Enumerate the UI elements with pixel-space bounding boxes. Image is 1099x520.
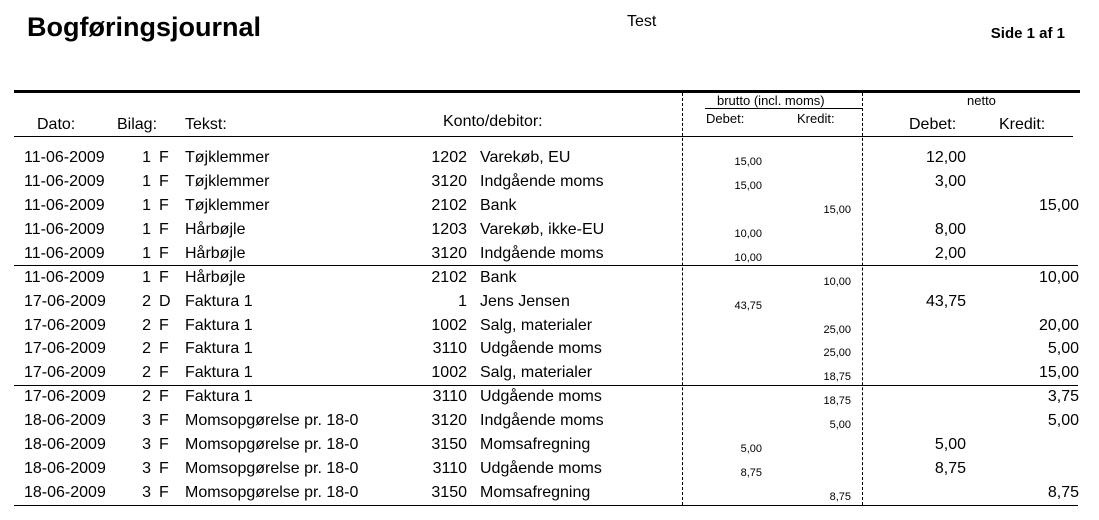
table-bottom-rule (14, 505, 1078, 506)
entry-type: F (159, 244, 169, 262)
entry-brutto-debet: 10,00 (734, 227, 762, 240)
entry-type: F (159, 172, 169, 190)
entry-bilag: 3 (142, 484, 151, 502)
entry-bilag: 3 (142, 436, 151, 454)
entry-text: Momsopgørelse pr. 18-0 (185, 436, 359, 454)
entry-type: F (159, 364, 169, 382)
entry-text: Tøjklemmer (185, 149, 270, 166)
entry-text: Hårbøjle (185, 244, 246, 262)
entry-netto-kredit: 15,00 (1038, 196, 1079, 214)
col-header-brutto-debet: Debet: (706, 111, 745, 126)
entry-type: D (159, 292, 171, 310)
entry-netto-debet: 3,00 (934, 172, 966, 190)
row-group-rule (14, 385, 1078, 386)
entry-account-name: Indgående moms (480, 244, 604, 262)
entry-netto-kredit: 20,00 (1038, 316, 1079, 334)
entry-type: F (159, 220, 169, 238)
entry-text: Faktura 1 (185, 292, 253, 310)
entry-account-name: Udgående moms (480, 388, 602, 406)
column-header-rule (14, 136, 1073, 137)
entry-bilag: 1 (142, 244, 151, 262)
entry-account-name: Bank (480, 268, 517, 286)
entry-type: F (159, 436, 169, 454)
entry-date: 11-06-2009 (24, 220, 105, 238)
entry-type: F (159, 484, 169, 502)
entry-text: Hårbøjle (185, 220, 246, 238)
col-header-bilag: Bilag: (117, 116, 158, 133)
entry-account-number: 1 (458, 292, 467, 310)
entry-text: Hårbøjle (185, 268, 246, 286)
entry-type: F (159, 149, 169, 166)
entry-date: 18-06-2009 (24, 460, 106, 478)
col-header-date: Dato: (37, 116, 76, 133)
company-name: Test (627, 13, 657, 30)
entry-bilag: 2 (142, 340, 151, 358)
entry-account-name: Varekøb, EU (480, 149, 571, 166)
entry-type: F (159, 412, 169, 430)
entry-date: 11-06-2009 (24, 244, 105, 262)
table-row (0, 148, 1099, 172)
entry-date: 11-06-2009 (24, 172, 105, 190)
entry-account-name: Udgående moms (480, 340, 602, 358)
entry-bilag: 2 (142, 388, 151, 406)
table-row (0, 172, 1099, 196)
entry-text: Momsopgørelse pr. 18-0 (185, 460, 359, 478)
entry-bilag: 2 (142, 292, 151, 310)
netto-group-label: netto (967, 93, 996, 108)
entry-date: 18-06-2009 (24, 436, 106, 454)
entry-account-name: Salg, materialer (480, 316, 593, 334)
report-title: Bogføringsjournal (27, 12, 261, 42)
entry-account-number: 1203 (431, 220, 467, 238)
entry-account-name: Momsafregning (480, 484, 591, 502)
entry-account-name: Varekøb, ikke-EU (480, 220, 605, 238)
entry-bilag: 1 (142, 172, 151, 190)
entry-brutto-kredit: 18,75 (823, 395, 851, 408)
entry-netto-debet: 2,00 (934, 244, 966, 262)
table-row (0, 483, 1099, 507)
entry-netto-debet: 8,00 (934, 220, 966, 238)
entry-netto-debet: 43,75 (925, 292, 966, 310)
entry-account-number: 3120 (431, 412, 467, 430)
entry-brutto-debet: 10,00 (734, 251, 762, 264)
entry-account-number: 1002 (431, 364, 467, 382)
col-header-netto-debet: Debet: (909, 116, 957, 133)
table-row (0, 387, 1099, 411)
entry-date: 18-06-2009 (24, 484, 106, 502)
page-number: Side 1 af 1 (990, 25, 1065, 42)
entry-date: 11-06-2009 (24, 268, 105, 286)
entry-text: Momsopgørelse pr. 18-0 (185, 484, 359, 502)
entry-type: F (159, 388, 169, 406)
entry-netto-kredit: 8,75 (1047, 484, 1079, 502)
entry-date: 11-06-2009 (24, 196, 105, 214)
entry-brutto-kredit: 18,75 (823, 371, 851, 384)
entry-brutto-debet: 15,00 (734, 179, 762, 192)
entry-account-name: Indgående moms (480, 172, 604, 190)
entry-account-number: 2102 (431, 196, 467, 214)
entry-brutto-debet: 5,00 (740, 443, 762, 456)
entry-date: 17-06-2009 (24, 292, 106, 310)
table-row (0, 316, 1099, 340)
entry-netto-debet: 12,00 (925, 149, 966, 166)
col-header-brutto-kredit: Kredit: (797, 111, 835, 126)
entry-text: Faktura 1 (185, 340, 253, 358)
entry-bilag: 1 (142, 196, 151, 214)
table-row (0, 435, 1099, 459)
col-header-konto: Konto/debitor: (443, 113, 543, 130)
entry-netto-kredit: 15,00 (1038, 364, 1079, 382)
entry-bilag: 1 (142, 220, 151, 238)
col-header-netto-kredit: Kredit: (999, 116, 1046, 133)
brutto-group-label: brutto (incl. moms) (717, 93, 825, 108)
entry-bilag: 2 (142, 364, 151, 382)
entry-type: F (159, 316, 169, 334)
entry-brutto-kredit: 10,00 (823, 275, 851, 288)
table-row (0, 220, 1099, 244)
entry-text: Faktura 1 (185, 316, 253, 334)
entry-netto-kredit: 10,00 (1038, 268, 1079, 286)
entry-bilag: 2 (142, 316, 151, 334)
entry-brutto-debet: 8,75 (740, 467, 762, 480)
entry-date: 17-06-2009 (24, 388, 106, 406)
entry-brutto-debet: 15,00 (734, 156, 762, 168)
entry-account-name: Udgående moms (480, 460, 602, 478)
entry-brutto-kredit: 25,00 (823, 347, 851, 360)
col-header-text: Tekst: (185, 116, 227, 133)
entry-account-name: Salg, materialer (480, 364, 593, 382)
entry-netto-debet: 8,75 (934, 460, 966, 478)
entry-netto-kredit: 5,00 (1047, 412, 1079, 430)
table-row (0, 411, 1099, 435)
entry-brutto-kredit: 8,75 (829, 491, 851, 504)
entry-account-name: Bank (480, 196, 517, 214)
entry-type: F (159, 460, 169, 478)
entry-bilag: 1 (142, 149, 151, 166)
entry-date: 18-06-2009 (24, 412, 106, 430)
entry-brutto-kredit: 5,00 (829, 419, 851, 432)
entry-account-number: 3150 (431, 484, 467, 502)
entry-bilag: 3 (142, 460, 151, 478)
entry-type: F (159, 340, 169, 358)
entry-text: Tøjklemmer (185, 196, 270, 214)
entry-account-number: 1002 (431, 316, 467, 334)
entry-netto-kredit: 5,00 (1047, 340, 1079, 358)
entry-date: 17-06-2009 (24, 340, 106, 358)
entry-account-number: 1202 (431, 149, 467, 166)
entry-brutto-kredit: 25,00 (823, 323, 851, 336)
table-row (0, 196, 1099, 220)
entry-type: F (159, 268, 169, 286)
table-row (0, 268, 1099, 292)
entry-text: Faktura 1 (185, 364, 253, 382)
entry-netto-debet: 5,00 (934, 436, 966, 454)
table-row (0, 459, 1099, 483)
entry-account-number: 3120 (431, 172, 467, 190)
row-group-rule (14, 265, 1078, 266)
entry-text: Tøjklemmer (185, 172, 270, 190)
entry-netto-kredit: 3,75 (1047, 388, 1079, 406)
header-rule (14, 90, 1080, 93)
table-row (0, 363, 1099, 387)
entry-account-number: 3110 (432, 388, 467, 406)
entry-account-number: 3150 (431, 436, 467, 454)
entry-date: 17-06-2009 (24, 364, 106, 382)
table-row (0, 292, 1099, 316)
entry-account-number: 3110 (432, 340, 467, 358)
entry-bilag: 1 (142, 268, 151, 286)
table-row (0, 339, 1099, 363)
entry-account-name: Jens Jensen (480, 292, 570, 310)
entry-type: F (159, 196, 169, 214)
entry-brutto-debet: 43,75 (734, 299, 762, 312)
entry-date: 17-06-2009 (24, 316, 106, 334)
entry-date: 11-06-2009 (24, 149, 105, 166)
entry-account-number: 3120 (431, 244, 467, 262)
entry-brutto-kredit: 15,00 (823, 203, 851, 216)
entry-account-number: 2102 (431, 268, 467, 286)
entry-account-name: Momsafregning (480, 436, 591, 454)
entry-account-number: 3110 (432, 460, 467, 478)
entry-bilag: 3 (142, 412, 151, 430)
entry-account-name: Indgående moms (480, 412, 604, 430)
entry-text: Faktura 1 (185, 388, 253, 406)
brutto-group-rule (705, 108, 862, 109)
entry-text: Momsopgørelse pr. 18-0 (185, 412, 359, 430)
